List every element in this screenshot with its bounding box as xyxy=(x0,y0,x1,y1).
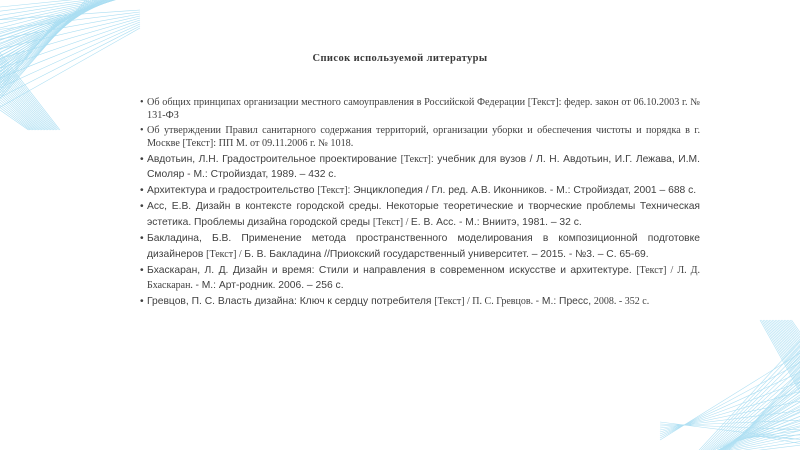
reference-text: Б. В. Бакладина //Приокский государственный университет. – 2015. - №3. – С. 65-69. xyxy=(244,248,649,260)
bullet-icon: • xyxy=(140,201,144,213)
reference-item xyxy=(140,124,700,151)
reference-text: [Текст] xyxy=(400,153,431,165)
reference-item xyxy=(140,263,700,294)
bullet-icon: • xyxy=(140,296,144,308)
bullet-icon: • xyxy=(140,124,144,136)
slide-title: Список используемой литературы xyxy=(312,53,488,64)
reference-text: [Текст] / xyxy=(206,248,245,260)
reference-text: : Энциклопедия / Гл. ред. А.В. Иконников. - М.: Стройиздат, 2001 – 688 с. xyxy=(347,185,697,197)
reference-text: [Текст] / П. С. Гревцов. xyxy=(434,296,536,308)
bullet-icon: • xyxy=(140,264,144,276)
reference-text: 2008. - 352 с. xyxy=(593,296,650,308)
reference-text: Архитектура и градостроительство xyxy=(147,185,318,197)
reference-text: Об утверждении Правил санитарного содержания территорий, организации уборки и обеспечения чистоты и порядка в г. Москве [Текст]: ПП М. от 09.11.2006 г. № 1018. xyxy=(147,124,700,150)
reference-text: [Текст] xyxy=(317,185,348,197)
reference-text: Авдотьин, Л.Н. Градостроительное проектирование xyxy=(147,153,401,165)
reference-list xyxy=(140,96,700,311)
bullet-icon: • xyxy=(140,233,144,245)
reference-text: - М.: Арт-родник. 2006. – 256 с. xyxy=(195,280,344,292)
reference-item xyxy=(140,152,700,183)
reference-text: [Текст] / xyxy=(372,217,411,228)
reference-item xyxy=(140,183,700,199)
reference-text: Асс, Е.В. Дизайн в контексте городской среды. Некоторые теоретические и творческие проблемы Техническая эстетика. Проблемы дизайна городской среды xyxy=(147,201,700,228)
reference-item xyxy=(140,96,700,123)
reference-text: Бхаскаран, Л. Д. Дизайн и время: Стили и направления в современном искусстве и архитектуре. xyxy=(147,264,637,276)
reference-item xyxy=(140,231,700,262)
decor-top-left xyxy=(0,0,140,130)
decor-bottom-right xyxy=(660,320,800,450)
reference-item xyxy=(140,294,700,310)
reference-text: Гревцов, П. С. Власть дизайна: Ключ к сердцу потребителя xyxy=(147,296,435,308)
reference-text: Е. В. Асс. - М.: Вниитэ, 1981. – 32 с. xyxy=(410,217,582,228)
bullet-icon: • xyxy=(140,97,144,108)
reference-text: - М.: Пресс, xyxy=(535,296,594,308)
reference-text: : учебник для вузов / Л. Н. Авдотьин, И.Г. Лежава, И.М. Смоляр - М.: Стройиздат, 1989. – 432 с. xyxy=(147,153,700,181)
reference-item xyxy=(140,199,700,230)
bullet-icon: • xyxy=(140,153,144,165)
bullet-icon: • xyxy=(140,185,144,197)
reference-text: [Текст] / Л. Д. Бхаскаран. xyxy=(147,264,700,292)
reference-text: Об общих принципах организации местного самоуправления в Российской Федерации [Текст]: федер. закон от 06.10.2003 г. № 131-ФЗ xyxy=(147,97,700,122)
reference-text: Бакладина, Б.В. Применение метода пространственного моделирования в композиционной подготовке дизайнеров xyxy=(147,233,700,260)
